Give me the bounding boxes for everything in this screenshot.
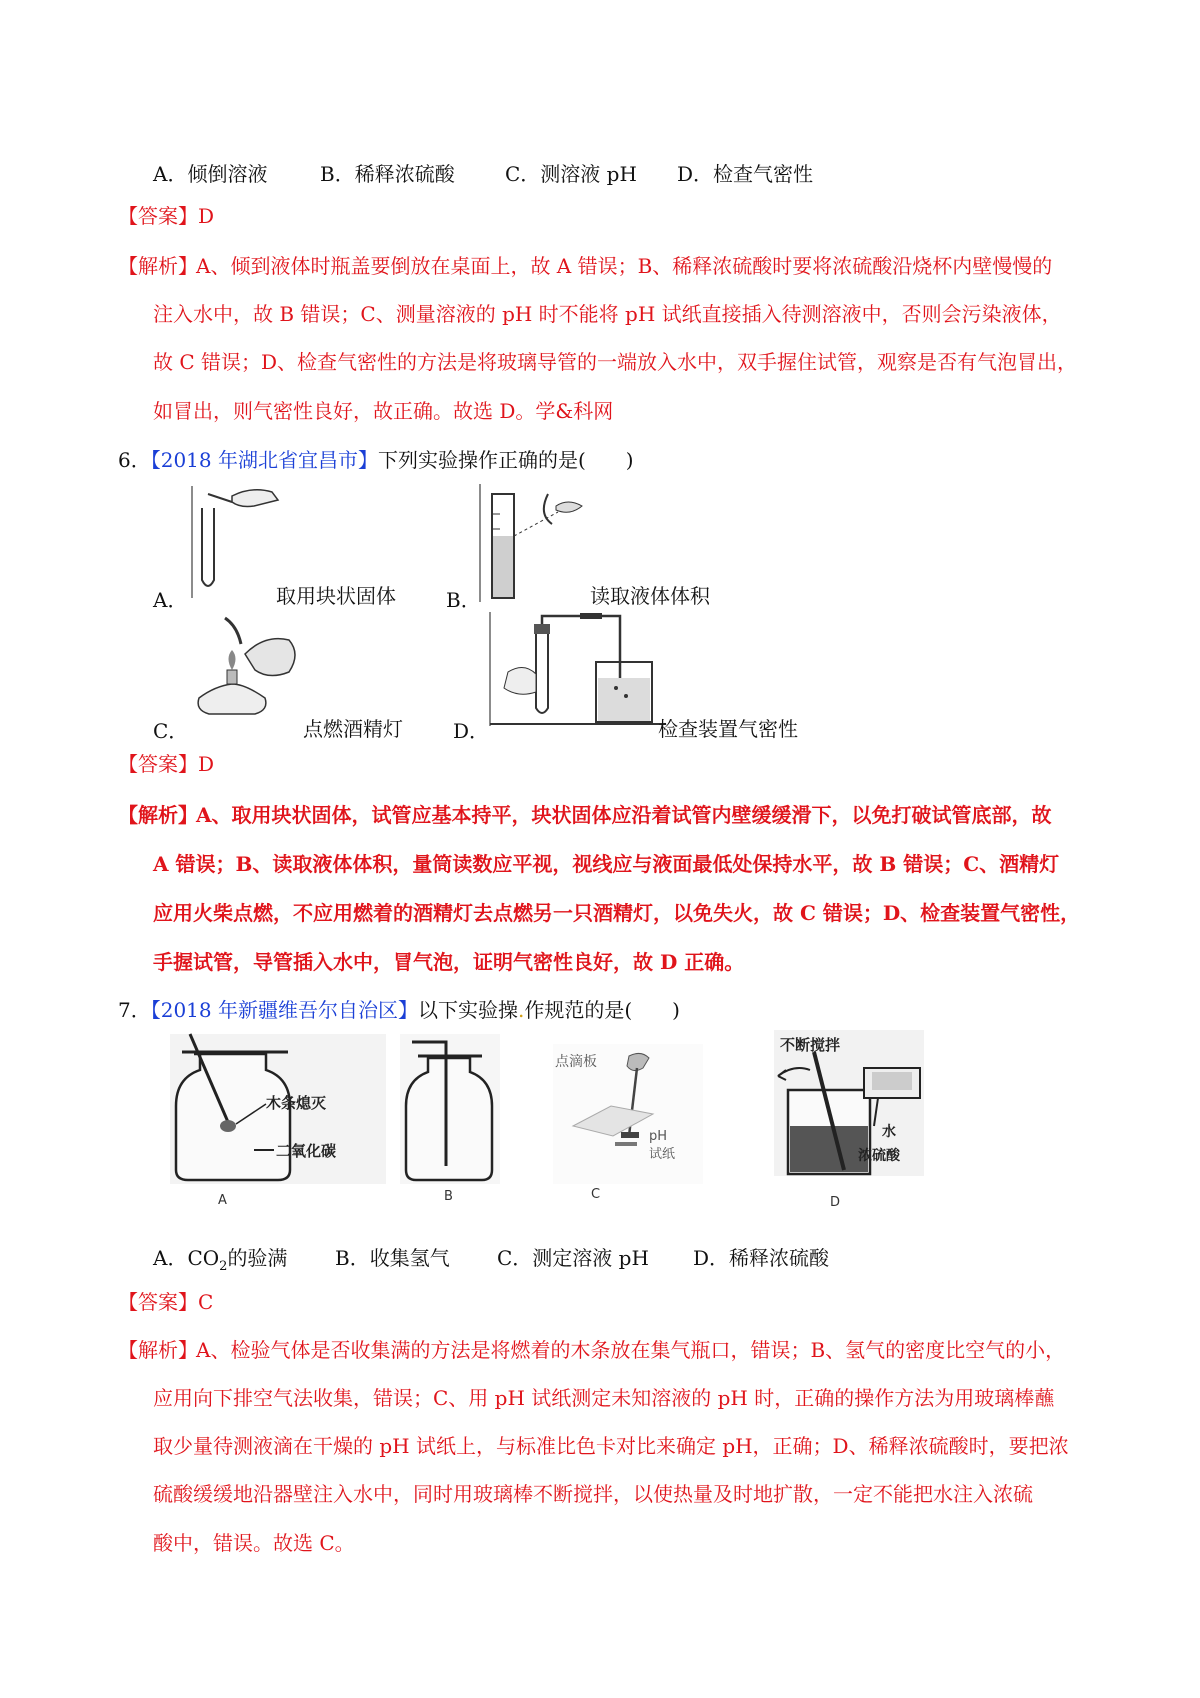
q5-option-d: D．检查气密性 bbox=[677, 162, 814, 186]
label-text: 不断搅拌 bbox=[780, 1036, 841, 1054]
q6-option-c-text: 点燃酒精灯 bbox=[303, 717, 403, 741]
analysis-line: A 错误；B、读取液体体积，量筒读数应平视，视线应与液面最低处保持水平，故 B 错误；C、酒精灯 bbox=[153, 852, 1060, 876]
figure-caption: A bbox=[218, 1193, 227, 1208]
q6-option-d-text: 检查装置气密性 bbox=[658, 717, 798, 741]
q6-option-a-letter: A． bbox=[153, 588, 188, 612]
analysis-line: A、取用块状固体，试管应基本持平，块状固体应沿着试管内壁缓缓滑下，以免打破试管底部，故 bbox=[196, 803, 1052, 827]
label-text: 浓硫酸 bbox=[858, 1148, 900, 1164]
q6-stem bbox=[118, 448, 634, 472]
q6-option-a-text: 取用块状固体 bbox=[276, 584, 396, 608]
answer-value: D bbox=[198, 204, 215, 228]
analysis-line: 故 C 错误；D、检查气密性的方法是将玻璃导管的一端放入水中，双手握住试管，观察是否有气泡冒出， bbox=[153, 350, 1078, 374]
analysis-line: 手握试管，导管插入水中，冒气泡，证明气密性良好，故 D 正确。 bbox=[153, 950, 745, 974]
q7-figure-c bbox=[553, 1044, 703, 1204]
analysis-line: 应用火柴点燃，不应用燃着的酒精灯去点燃另一只酒精灯，以免失火，故 C 错误；D、检查装置气密性， bbox=[153, 901, 1081, 925]
q7-option-c: C．测定溶液 pH bbox=[497, 1246, 649, 1270]
question-number: 7． bbox=[118, 998, 151, 1022]
q6-option-d-letter: D． bbox=[453, 719, 490, 743]
option-text: 的验满 bbox=[227, 1246, 288, 1270]
stray-dot: . bbox=[518, 998, 525, 1022]
q7-answer bbox=[118, 1290, 213, 1314]
question-source: 【2018 年湖北省宜昌市】 bbox=[150, 448, 378, 472]
label-text: 试纸 bbox=[649, 1147, 676, 1162]
analysis-line: A、倾到液体时瓶盖要倒放在桌面上，故 A 错误；B、稀释浓硫酸时要将浓硫酸沿烧杯内壁慢慢的 bbox=[196, 254, 1053, 278]
question-text: 下列实验操作正确的是( ) bbox=[378, 448, 634, 472]
question-source: 【2018 年新疆维吾尔自治区】 bbox=[150, 998, 418, 1022]
figure-caption: B bbox=[444, 1189, 453, 1204]
analysis-line: 应用向下排空气法收集，错误；C、用 pH 试纸测定未知溶液的 pH 时，正确的操作方法为用玻璃棒蘸 bbox=[153, 1386, 1055, 1410]
q7-option-d: D．稀释浓硫酸 bbox=[693, 1246, 830, 1270]
analysis-line: A、检验气体是否收集满的方法是将燃着的木条放在集气瓶口，错误；B、氢气的密度比空气的小， bbox=[196, 1338, 1066, 1362]
analysis-label: 【解析】 bbox=[118, 254, 198, 278]
answer-label: 【答案】 bbox=[118, 1290, 198, 1314]
q6-option-b-text: 读取液体体积 bbox=[590, 584, 710, 608]
q6-answer bbox=[118, 752, 214, 776]
q7-option-b: B．收集氢气 bbox=[335, 1246, 450, 1270]
answer-label: 【答案】 bbox=[118, 204, 198, 228]
analysis-line: 如冒出，则气密性良好，故正确。故选 D。学&科网 bbox=[153, 399, 614, 423]
label-text: 二氧化碳 bbox=[276, 1142, 337, 1160]
q7-stem bbox=[118, 998, 680, 1022]
question-number: 6． bbox=[118, 448, 151, 472]
q7-figure-b bbox=[400, 1034, 500, 1202]
analysis-line: 取少量待测液滴在干燥的 pH 试纸上，与标准比色卡对比来确定 pH，正确；D、稀释浓硫酸时，要把浓 bbox=[153, 1434, 1069, 1458]
figure-caption: D bbox=[830, 1195, 841, 1210]
answer-value: C bbox=[198, 1290, 214, 1314]
option-text: A．CO bbox=[153, 1246, 220, 1270]
q5-option-b: B．稀释浓硫酸 bbox=[320, 162, 455, 186]
label-text: 点滴板 bbox=[555, 1054, 597, 1070]
q6-figure-b bbox=[478, 484, 598, 604]
answer-label: 【答案】 bbox=[118, 752, 198, 776]
q6-option-c-letter: C． bbox=[153, 719, 189, 743]
label-text: pH bbox=[649, 1129, 668, 1144]
figure-caption: C bbox=[591, 1187, 601, 1202]
q5-option-a: A．倾倒溶液 bbox=[153, 162, 268, 186]
q5-option-c: C．测溶液 pH bbox=[505, 162, 637, 186]
question-text: 作规范的是( ) bbox=[524, 998, 680, 1022]
analysis-label: 【解析】 bbox=[118, 803, 198, 827]
label-text: 木条熄灭 bbox=[266, 1094, 327, 1112]
q7-figure-a bbox=[170, 1034, 386, 1206]
q6-figure-a bbox=[188, 486, 284, 602]
q6-figure-c bbox=[185, 614, 305, 724]
subscript: 2 bbox=[219, 1259, 228, 1274]
q6-option-b-letter: B． bbox=[446, 588, 481, 612]
q7-option-a bbox=[153, 1242, 287, 1274]
q6-figure-d bbox=[488, 612, 670, 728]
q7-figure-d bbox=[774, 1030, 924, 1210]
question-text: 以下实验操 bbox=[418, 998, 518, 1022]
analysis-line: 硫酸缓缓地沿器壁注入水中，同时用玻璃棒不断搅拌，以使热量及时地扩散，一定不能把水注入浓硫 bbox=[153, 1482, 1033, 1506]
q5-answer bbox=[118, 204, 214, 228]
answer-value: D bbox=[198, 752, 215, 776]
analysis-line: 注入水中，故 B 错误；C、测量溶液的 pH 时不能将 pH 试纸直接插入待测溶液中，否则会污染液体， bbox=[153, 302, 1062, 326]
analysis-label: 【解析】 bbox=[118, 1338, 198, 1362]
analysis-line: 酸中，错误。故选 C。 bbox=[153, 1531, 355, 1555]
label-text: 水 bbox=[882, 1124, 896, 1140]
